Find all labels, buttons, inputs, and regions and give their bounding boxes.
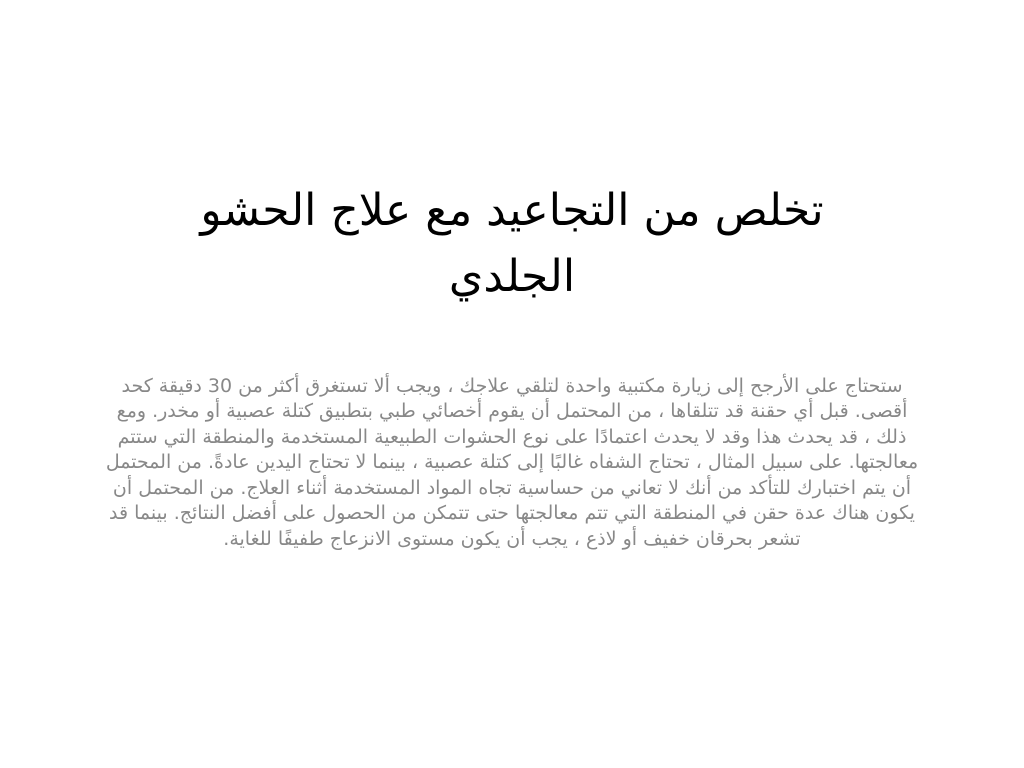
- slide-body-text: ستحتاج على الأرجح إلى زيارة مكتبية واحدة لتلقي علاجك ، ويجب ألا تستغرق أكثر من 30 دقيقة كحد أقصى. قبل أي حقنة قد تتلقاها ، من المحتمل أن يقوم أخصائي طبي بتطبيق كتلة عصبية أو مخدر. ومع ذلك ، قد يحدث هذا وقد لا يحدث اعتمادًا على نوع الحشوات الطبيعية المستخدمة والمنطقة التي ستتم معالجتها. على سبيل المثال ، تحتاج الشفاه غالبًا إلى كتلة عصبية ، بينما لا تحتاج اليدين عادةً. من المحتمل أن يتم اختبارك للتأكد من أنك لا تعاني من حساسية تجاه المواد المستخدمة أثناء العلاج. من المحتمل أن يكون هناك عدة حقن في المنطقة التي تتم معالجتها حتى تتمكن من الحصول على أفضل النتائج. بينما قد تشعر بحرقان خفيف أو لاذع ، يجب أن يكون مستوى الانزعاج طفيفًا للغاية.: [105, 375, 919, 550]
- slide-title: تخلص من التجاعيد مع علاج الحشو الجلدي: [200, 185, 824, 302]
